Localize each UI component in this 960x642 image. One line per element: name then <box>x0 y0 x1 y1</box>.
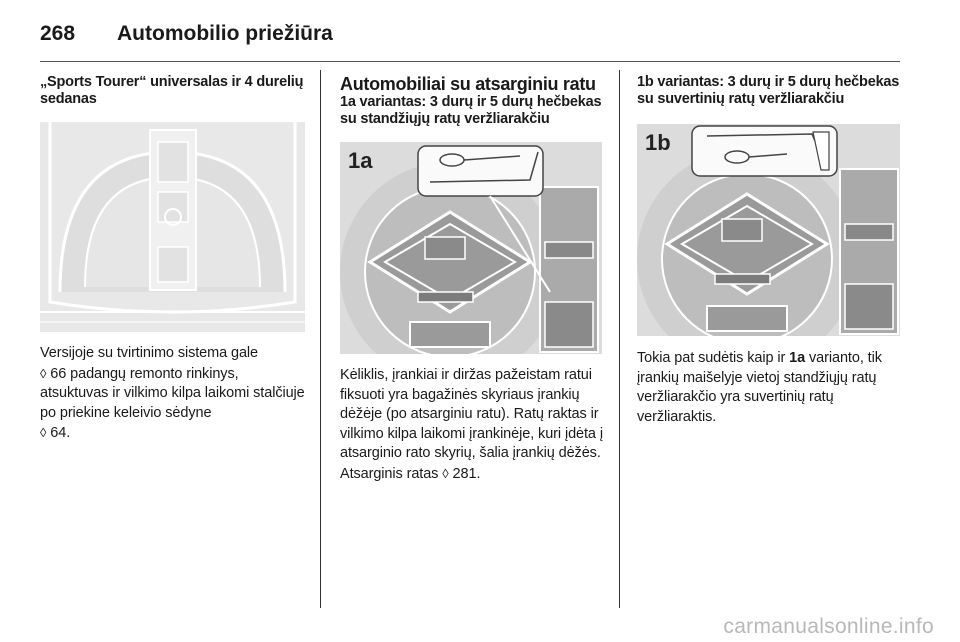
reference-arrow-icon: ◊ <box>40 365 47 381</box>
sedan-ref-page-2: 64. <box>50 425 71 441</box>
sedan-body-text <box>40 344 305 444</box>
variant-1a-ref-page: 281. <box>452 465 481 482</box>
page-title: Automobilio priežiūra <box>117 22 333 45</box>
column-divider-1 <box>320 70 321 608</box>
variant-1a-body-text <box>340 366 605 484</box>
reference-arrow-icon: ◊ <box>40 425 47 440</box>
figure-label-1a: 1a <box>348 148 373 173</box>
page-header <box>40 22 900 60</box>
sedan-trunk-figure <box>40 122 305 332</box>
sedan-ref-page-1: 66 <box>50 365 67 382</box>
variant-1b-figure <box>637 124 900 336</box>
variant-1a-text: Kėliklis, įrankiai ir diržas pažeistam ratui fiksuoti yra bagažinės skyriaus įrankių dėžėje (po atsarginiu ratu). Ratų raktas ir vilkimo kilpa laikomi įrankinėje, kuri įdėta į atsarginio rato skyrių, šalia įrankių dėžės. Atsarginis ratas <box>340 367 603 482</box>
column-variant-1b <box>637 74 902 427</box>
sedan-heading: „Sports Tourer“ universalas ir 4 durelių sedanas <box>40 74 304 107</box>
watermark: carmanualsonline.info <box>723 615 934 638</box>
variant-1a-heading: 1a variantas: 3 durų ir 5 durų hečbekas su standžiųjų ratų veržliarakčiu <box>340 94 602 127</box>
spare-wheel-heading: Automobiliai su atsarginiu ratu <box>340 74 596 94</box>
figure-label-1b: 1b <box>645 130 671 155</box>
variant-1b-text-part-2: varianto, tik įrankių maišelyje vietoj standžiųjų ratų veržliarakčio yra suvertinių ratų veržliaraktis. <box>637 350 882 425</box>
variant-1a-figure <box>340 142 602 354</box>
page-number: 268 <box>40 22 76 45</box>
header-rule <box>40 61 900 62</box>
column-divider-2 <box>619 70 620 608</box>
sedan-text-part-1: Versijoje su tvirtinimo sistema gale <box>40 345 259 361</box>
variant-1b-text-bold: 1a <box>789 350 806 366</box>
variant-1b-body-text <box>637 349 902 427</box>
sedan-text-part-2: padangų remonto rinkinys, atsuktuvas ir vilkimo kilpa laikomi stalčiuje po priekine keleivio sėdyne <box>40 365 305 421</box>
reference-arrow-icon: ◊ <box>442 465 449 481</box>
variant-1b-text-part-1: Tokia pat sudėtis kaip ir <box>637 350 786 366</box>
column-spare-wheel <box>340 74 605 484</box>
column-sedan <box>40 74 305 444</box>
variant-1b-heading: 1b variantas: 3 durų ir 5 durų hečbekas su suvertinių ratų veržliarakčiu <box>637 74 900 107</box>
